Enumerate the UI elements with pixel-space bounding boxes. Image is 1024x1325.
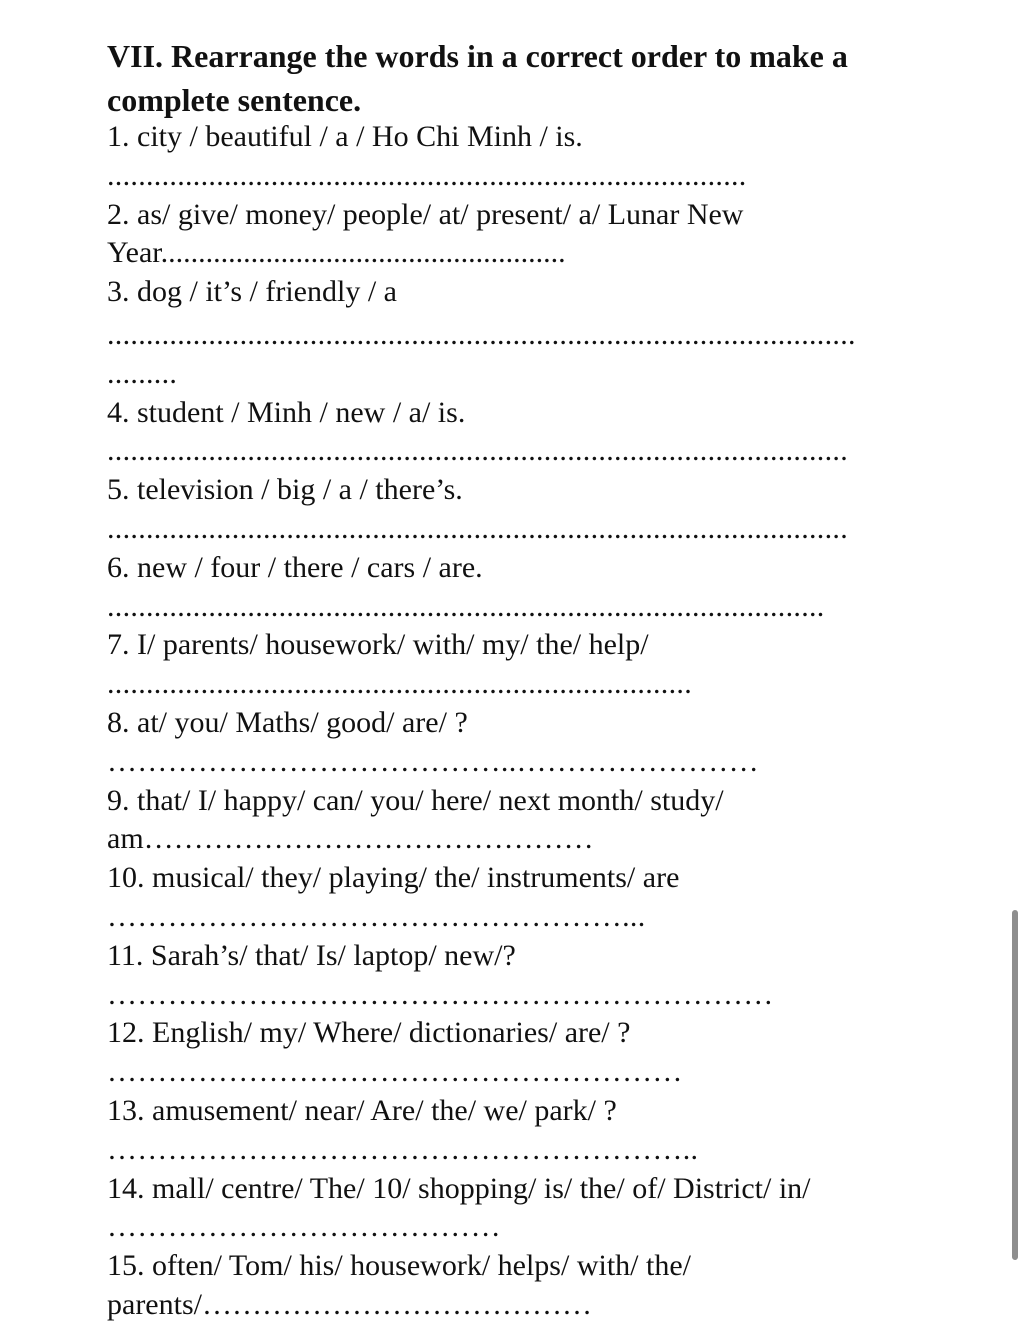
answer-line: …………………………………..……………………	[107, 744, 759, 778]
question-continuation: am………………………………………	[107, 822, 594, 856]
question-text: 4. student / Minh / new / a/ is.	[107, 395, 466, 429]
question-text: 7. I/ parents/ housework/ with/ my/ the/ help/	[107, 628, 649, 662]
vertical-scrollbar[interactable]	[1012, 910, 1018, 1260]
answer-line: ...............................................................................................	[107, 511, 848, 545]
answer-line: ................................................................................................	[107, 317, 856, 351]
question-12	[107, 1014, 967, 1092]
question-text: 11. Sarah’s/ that/ Is/ laptop/ new/?	[107, 938, 516, 972]
question-text: 10. musical/ they/ playing/ the/ instruments/ are	[107, 861, 680, 895]
question-5	[107, 471, 967, 549]
question-continuation: Year......................................................	[107, 236, 566, 270]
question-text: 6. new / four / there / cars / are.	[107, 550, 483, 584]
question-3	[107, 273, 967, 393]
answer-line: …………………………………………………..	[107, 1132, 699, 1166]
question-text: 13. amusement/ near/ Are/ the/ we/ park/ ?	[107, 1093, 617, 1127]
answer-line: ............................................................................................	[107, 589, 825, 623]
question-text: 14. mall/ centre/ The/ 10/ shopping/ is/ the/ of/ District/ in/	[107, 1171, 811, 1205]
question-15	[107, 1247, 967, 1325]
answer-line: ..................................................................................	[107, 158, 747, 192]
question-7	[107, 626, 967, 704]
question-6	[107, 549, 967, 627]
section-heading-line-1: VII. Rearrange the words in a correct order to make a	[107, 38, 848, 74]
answer-line: …………………………………	[107, 1210, 501, 1244]
question-text: 1. city / beautiful / a / Ho Chi Minh / is.	[107, 120, 583, 153]
question-2	[107, 196, 967, 274]
answer-line: ...............................................................................................	[107, 434, 848, 468]
question-4	[107, 394, 967, 472]
question-8	[107, 704, 967, 782]
question-continuation: parents/…………………………………	[107, 1287, 592, 1321]
question-text: 15. often/ Tom/ his/ housework/ helps/ with/ the/	[107, 1249, 691, 1283]
answer-line: ...........................................................................	[107, 667, 692, 701]
question-1	[107, 118, 967, 196]
question-11	[107, 937, 967, 1015]
answer-line-continuation: .........	[107, 356, 178, 390]
question-text: 8. at/ you/ Maths/ good/ are/ ?	[107, 705, 468, 739]
answer-line: …………………………………………………	[107, 1055, 683, 1089]
answer-line: …………………………………………………………	[107, 977, 774, 1011]
question-text: 3. dog / it’s / friendly / a	[107, 275, 397, 309]
question-text: 5. television / big / a / there’s.	[107, 473, 463, 507]
worksheet	[107, 34, 967, 1325]
section-heading-line-2: complete sentence.	[107, 82, 362, 118]
question-10	[107, 859, 967, 937]
question-14	[107, 1170, 967, 1248]
question-text: 12. English/ my/ Where/ dictionaries/ are/ ?	[107, 1016, 631, 1050]
question-text: 9. that/ I/ happy/ can/ you/ here/ next month/ study/	[107, 783, 724, 817]
answer-line: ……………………………………………...	[107, 899, 646, 933]
question-9	[107, 782, 967, 860]
question-text: 2. as/ give/ money/ people/ at/ present/ a/ Lunar New	[107, 197, 744, 231]
question-13	[107, 1092, 967, 1170]
